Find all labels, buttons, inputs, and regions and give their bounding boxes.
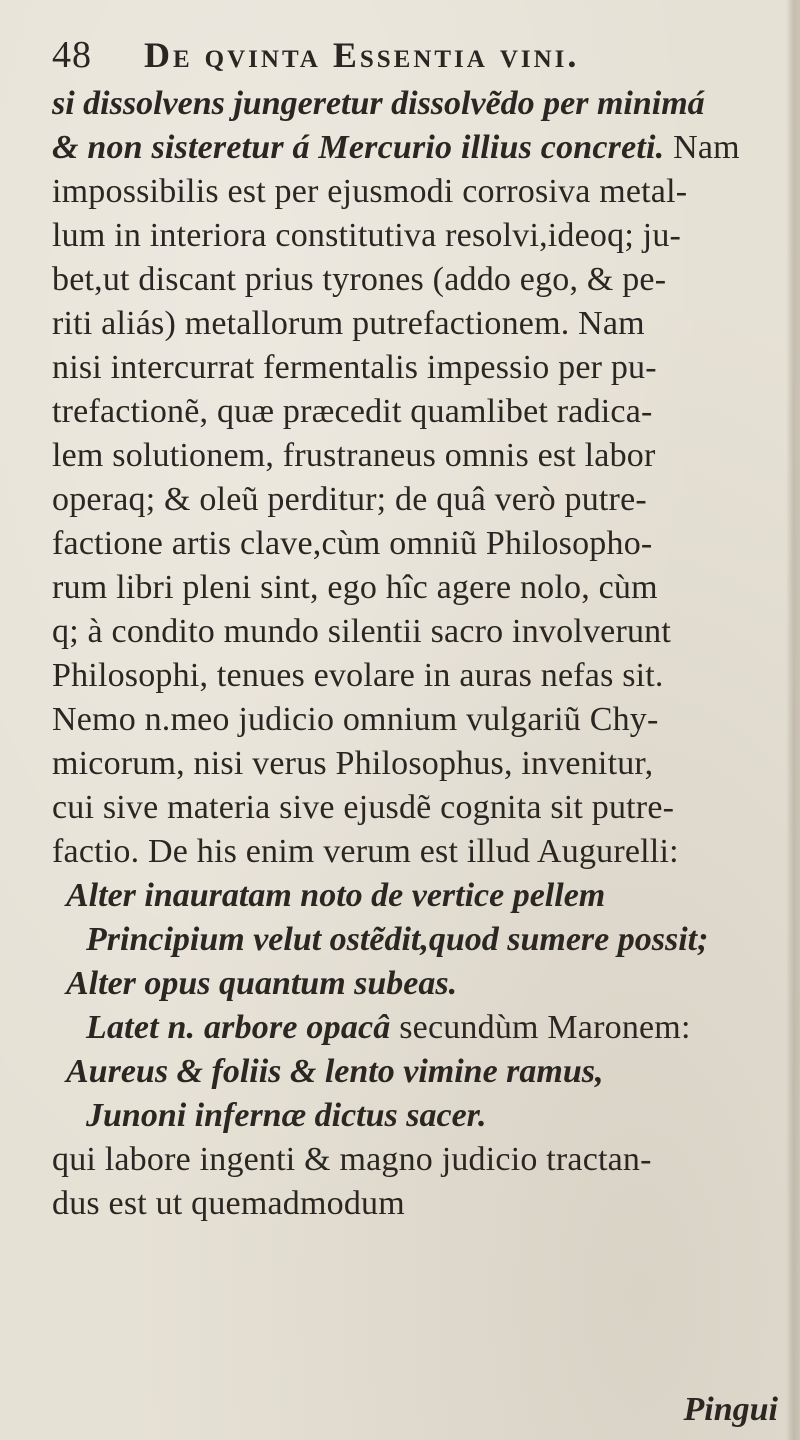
text-line: bet,ut discant prius tyrones (addo ego, & pe-: [52, 261, 667, 298]
text-line: qui labore ingenti & magno judicio tractan-: [52, 1141, 652, 1178]
text-line: nisi intercurrat fermentalis impessio per pu-: [52, 349, 657, 386]
catchword: Pingui: [683, 1391, 778, 1428]
text-line: lem solutionem, frustraneus omnis est labor: [52, 437, 656, 474]
text-line: dus est ut quemadmodum: [52, 1185, 405, 1222]
text-line: operaq; & oleũ perditur; de quâ verò putre-: [52, 481, 647, 518]
text-line: & non sisteretur á Mercurio illius concreti. Nam: [52, 129, 740, 166]
text-line: cui sive materia sive ejusdẽ cognita sit putre-: [52, 789, 675, 826]
text-line: trefactionẽ, quæ præcedit quamlibet radica-: [52, 393, 653, 430]
text-line: q; à condito mundo silentii sacro involverunt: [52, 613, 672, 650]
text-line: Philosophi, tenues evolare in auras nefas sit.: [52, 657, 664, 694]
verse-line: Alter inauratam noto de vertice pellem: [66, 877, 606, 914]
running-head: De qvinta Essentia vini.: [144, 35, 580, 75]
text-line: riti aliás) metallorum putrefactionem. Nam: [52, 305, 645, 342]
text-line: lum in interiora constitutiva resolvi,ideoq; ju-: [52, 217, 682, 254]
text-line: factio. De his enim verum est illud Augurelli:: [52, 833, 679, 870]
text-line: factione artis clave,cùm omniũ Philosopho-: [52, 525, 653, 562]
verse-line: Junoni infernæ dictus sacer.: [86, 1097, 487, 1134]
page-number: 48: [52, 34, 92, 76]
verse-line: Aureus & foliis & lento vimine ramus,: [66, 1053, 604, 1090]
text-line: Nemo n.meo judicio omnium vulgariũ Chy-: [52, 701, 659, 738]
page-header: [52, 30, 792, 80]
text-line: rum libri pleni sint, ego hîc agere nolo, cùm: [52, 569, 658, 606]
body-text: [52, 82, 792, 1226]
verse-line: Latet n. arbore opacâ secundùm Maronem:: [86, 1009, 691, 1046]
verse-line: Alter opus quantum subeas.: [66, 965, 458, 1002]
text-line: impossibilis est per ejusmodi corrosiva metal-: [52, 173, 688, 210]
verse-line: Principium velut ostẽdit,quod sumere possit;: [86, 921, 709, 958]
text-line: micorum, nisi verus Philosophus, invenitur,: [52, 745, 654, 782]
text-line: si dissolvens jungeretur dissolvẽdo per minimá: [52, 85, 705, 122]
